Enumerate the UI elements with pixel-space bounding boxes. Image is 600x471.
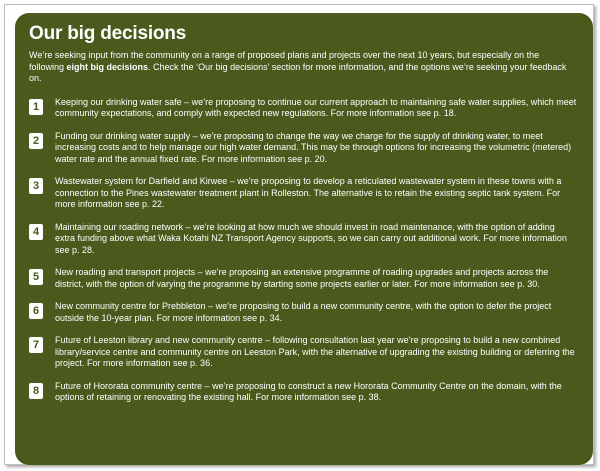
decision-item-3	[29, 176, 577, 211]
decision-item-4	[29, 222, 577, 257]
decision-text: Wastewater system for Darfield and Kirwee – we’re proposing to develop a reticulated wastewater system in these towns with a connection to the Pines wastewater treatment plant in Rolleston. The alternative is to retain the existing septic tank system. For more information see p. 22.	[55, 176, 562, 209]
decision-number-badge: 5	[29, 269, 43, 285]
decision-item-8	[29, 381, 577, 404]
decision-number-badge: 4	[29, 224, 43, 240]
decision-number-badge: 3	[29, 178, 43, 194]
intro-text-before: We’re seeking input from the community on a range of proposed plans and projects over the next 10 years, but especially on the following	[29, 50, 540, 72]
page-frame	[4, 4, 594, 465]
intro-text-bold: eight big decisions	[66, 61, 149, 72]
decision-item-5	[29, 267, 577, 290]
decision-number-badge: 1	[29, 99, 43, 115]
intro-paragraph	[29, 50, 577, 85]
intro-text-after: . Check the ‘Our big decisions’ section for more information, and the options we’re seeking your feedback on.	[29, 61, 567, 83]
decision-number-badge: 7	[29, 337, 43, 353]
decision-item-7	[29, 335, 577, 370]
decision-text: Future of Hororata community centre – we’re proposing to construct a new Hororata Community Centre on the domain, with the options of retaining or renovating the existing hall. For more information see p. 38.	[55, 380, 562, 402]
decision-item-6	[29, 301, 577, 324]
decision-text: Maintaining our roading network – we’re looking at how much we should invest in road maintenance, with the option of adding extra funding above what Waka Kotahi NZ Transport Agency supports, so we can carry out additional work. For more information see p. 28.	[55, 221, 567, 255]
decision-number-badge: 2	[29, 133, 43, 149]
big-decisions-panel	[15, 13, 593, 465]
decision-item-2	[29, 131, 577, 166]
decision-text: New roading and transport projects – we’re proposing an extensive programme of roading upgrades and projects across the district, with the option of varying the programme by starting some projects earlier or later. For more information see p. 30.	[55, 267, 549, 289]
decision-text: Future of Leeston library and new community centre – following consultation last year we’re proposing to build a new combined library/service centre and community centre on Leeston Park, with the alternative of upgrading the existing building or deferring the project. For more information see p. 36.	[55, 335, 575, 368]
decision-text: Keeping our drinking water safe – we’re proposing to continue our current approach to maintaining safe water supplies, which meet community expectations, and comply with expected new regulations. For more information see p. 18.	[55, 96, 577, 118]
decision-number-badge: 6	[29, 303, 43, 319]
decision-text: Funding our drinking water supply – we’re proposing to change the way we charge for the supply of drinking water, to meet increasing costs and to help manage our high water demand. This may be through options for increasing the volumetric (metered) water rate and the annual fixed rate. For more information see p. 20.	[55, 130, 572, 164]
panel-title: Our big decisions	[29, 23, 187, 44]
decision-item-1	[29, 97, 577, 120]
decision-text: New community centre for Prebbleton – we’re proposing to build a new community centre, with the option to defer the project outside the 10-year plan. For more information see p. 34.	[55, 301, 552, 323]
decision-number-badge: 8	[29, 383, 43, 399]
